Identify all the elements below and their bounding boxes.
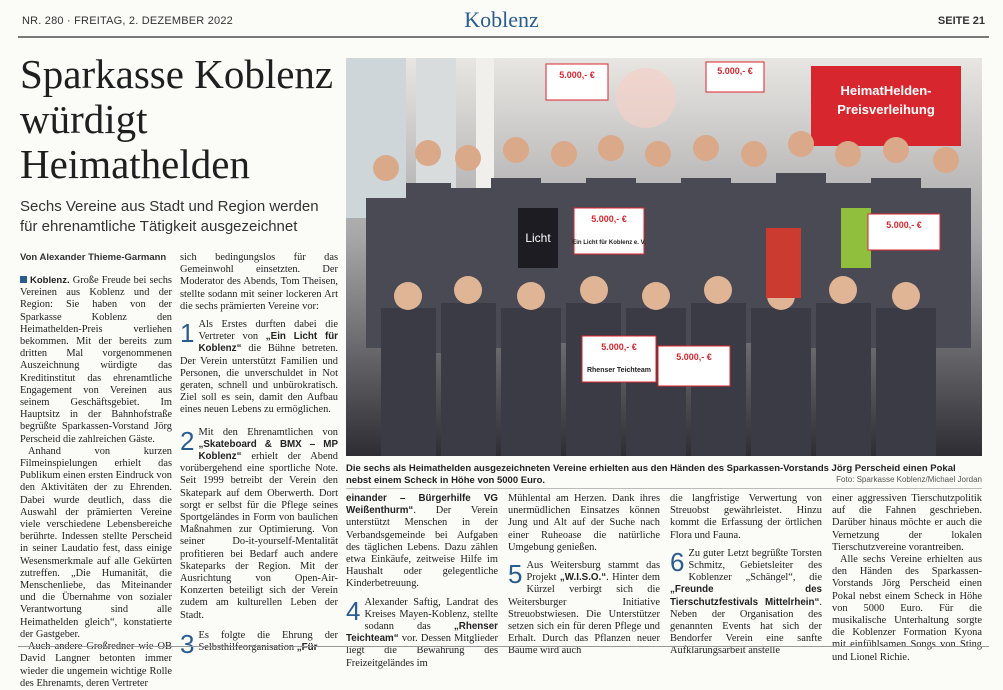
club-name: einander – Bürgerhilfe VG Weißenthurm“ [346,493,498,517]
svg-text:5.000,- €: 5.000,- € [676,352,712,362]
dateline: Koblenz. [30,275,70,286]
article-column-3: einander – Bürgerhilfe VG Weißenthurm“. Der Verein unterstützt Menschen in der Verbandsgemeinde bei Aufgaben des täglichen Lebens. Dazu zählen etwa Einkäufe, zeitweise Hilfe im Haushalt oder gelegentliche Kinderbetreuung. 4 Alexander Saftig, Landrat des Kreises Mayen-Koblenz, stellte sodann das „Rhenser Teichteam“ vor. Dessen Mitglieder liegt die Bewahrung des Freizeitgeländes im [346,493,498,669]
list-number: 6 [670,546,685,577]
svg-text:5.000,- €: 5.000,- € [717,66,753,76]
svg-text:5.000,- €: 5.000,- € [591,214,627,224]
club-name: „W.I.S.O.“ [559,572,607,584]
paragraph: Auch andere Großredner wie OB David Langner betonten immer wieder die ungemein wichtige Rolle des Ehrenamts, deren Vertreter [20,641,172,689]
paragraph: Alle sechs Vereine erhielten aus den Händen des Sparkassen-Vorstands Jörg Perscheid einen Pokal nebst einem Scheck in Höhe von 5000 Euro. Für die musikalische Unterhaltung sorgte die Koblenzer Formation Kyona mit einfühlsamen Songs von Sting und Lionel Richie. [832,554,982,663]
section-title: Koblenz [464,7,539,32]
event-photo [346,58,982,456]
svg-text:Ein Licht für Koblenz e. V.: Ein Licht für Koblenz e. V. [572,240,646,246]
svg-text:5.000,- €: 5.000,- € [601,342,637,352]
list-number: 1 [180,318,195,349]
header-rule [18,36,989,38]
shirt-text: Licht [525,231,551,245]
paragraph: Mühlental am Herzen. Dank ihres unermüdlichen Einsatzes können Jung und Alt auf der Suche nach einer Ruheoase die natürliche Umgebung genießen. [508,493,660,553]
paragraph: sich bedingungslos für das Gemeinwohl einsetzten. Der Moderator des Abends, Tom Theisen, stellte sodann mit seiner lockeren Art die sechs prämierten Vereine vor: [180,252,338,312]
banner-text-2: Preisverleihung [837,102,935,117]
photo-credit: Foto: Sparkasse Koblenz/Michael Jordan [836,475,982,484]
list-number: 2 [180,425,195,456]
photo-caption: Die sechs als Heimathelden ausgezeichneten Vereine erhielten aus den Händen des Sparkassen-Vorstands Jörg Perscheid einen Pokal nebst einem Scheck in Höhe von 5000 Euro. [346,463,956,486]
group-photo-illustration [346,58,982,456]
section-square-icon [20,276,27,283]
club-name: „Rhenser Teichteam“ [346,621,498,645]
club-name: „Skateboard & BMX – MP Koblenz“ [198,438,338,463]
issue-date: NR. 280 · FREITAG, 2. DEZEMBER 2022 [22,15,233,27]
article-column-5: die langfristige Verwertung von Streuobst gewährleistet. Hinzu kommt die Erfassung der örtlichen Flora und Fauna. 6 Zu guter Letzt begrüßte Torsten Schmitz, Gebietsleiter des Koblenzer „Schängel“, die „Freunde des Tierschutzfestivals Mittelrhein“. Neben der Organisation des genannten Events hat sich der Bendorfer Verein eine sanfte Aufklärungsarbeit anstelle [670,493,822,657]
club-name: „Ein Licht für Koblenz“ [198,331,338,355]
svg-text:5.000,- €: 5.000,- € [559,70,595,80]
paragraph: Anhand von kurzen Filmeinspielungen erhielt das Publikum einen ersten Eindruck von den Aktivitäten der zu Ehrenden. Dabei wurde deutlich, dass die Auswahl der prämierten Vereine viele verschiedene Lebensbereiche berührte. Indessen stellte Perscheid in seiner Laudatio fest, dass einige Wesensmerkmale auf alle Gekürten zutreffen. „Die Humanität, die Menschenliebe, das Miteinander und die Übernahme von sozialer Verantwortung sind alle Heimathelden gleich“, konstatierte der Gastgeber. [20,445,172,640]
list-number: 3 [180,628,195,659]
footer-rule [18,646,989,647]
article-column-6 [832,493,982,664]
paragraph: einer aggressiven Tierschutzpolitik auf die Fahnen geschrieben. Darüber hinaus möchte er auch die Vernetzung der lokalen Tierschutzvereine vorantreiben. [832,493,982,553]
page-number: SEITE 21 [937,15,985,27]
club-name: „Freunde des Tierschutzfestivals Mittelrhein“ [670,584,822,608]
article-column-2: sich bedingungslos für das Gemeinwohl einsetzten. Der Moderator des Abends, Tom Theisen, stellte sodann mit seiner lockeren Art die sechs prämierten Vereine vor: 1 Als Erstes durften dabei die Vertreter von „Ein Licht für Koblenz“ die Bühne betreten. Der Verein unterstützt Familien und Personen, die unverschuldet in Not geraten, schnell und unbürokratisch. Ziel soll es sein, damit den Aufbau eines neuen Lebens zu ermöglichen. 2 Mit den Ehrenamtlichen von „Skateboard & BMX – MP Koblenz“ erhielt der Abend vorübergehend eine sportliche Note. Seit 1999 betreibt der Verein den Skatepark auf dem Oberwerth. Dort sorgt er selbst für die Pflege seines Sportgeländes in Form von baulichen Maßnahmen zur Optimierung. Von seiner Do-it-yourself-Mentalität profitieren bei Bedarf auch andere Skateparks der Region. Mit der Ausrichtung von Open-Air-Konzerten beteiligt sich der Verein zudem am kulturellen Leben der Stadt. 3 Es folgte die Ehrung der Selbsthilfeorganisation „Für [180,252,338,659]
list-number: 5 [508,559,523,590]
caption-rule [346,488,982,489]
paragraph: die langfristige Verwertung von Streuobst gewährleistet. Hinzu kommt die Erfassung der örtlichen Flora und Fauna. [670,493,822,541]
svg-text:5.000,- €: 5.000,- € [886,220,922,230]
club-name: „Für [296,642,318,654]
subhead: Sechs Vereine aus Stadt und Region werden für ehrenamtliche Tätigkeit ausgezeichnet [20,198,319,235]
article-column-1 [20,275,172,690]
banner-text-1: HeimatHelden- [840,83,932,98]
list-number: 4 [346,595,361,626]
byline: Von Alexander Thieme-Garmann [20,252,167,263]
paragraph: Große Freude bei sechs Vereinen aus Koblenz und der Region: Sie haben von der Sparkasse Koblenz den Heimathelden-Preis verliehen bekommen. Mit der bereits zum dritten Mal vorgenommenen Auszeichnung würdigte das Kreditinstitut das ehrenamtliche Engagement von Vereinen aus seinem Geschäftsgebiet. Im Hauptsitz in der Bahnhofstraße begrüßte Sparkassen-Vorstand Jörg Perscheid die zahlreichen Gäste. [20,275,172,445]
headline: Sparkasse Koblenz würdigt Heimathelden [20,51,334,187]
article-column-4: Mühlental am Herzen. Dank ihres unermüdlichen Einsatzes können Jung und Alt auf der Suche nach einer Ruheoase die natürliche Umgebung genießen. 5 Aus Weitersburg stammt das Projekt „W.I.S.O.“. Hinter dem Kürzel verbirgt sich die Weitersburger Initiative Streuobstwiesen. Die Unterstützer setzen sich ein für deren Pflege und Erhalt. Durch das Pflanzen neuer Bäume wird auch [508,493,660,657]
svg-text:Rhenser Teichteam: Rhenser Teichteam [586,367,652,374]
